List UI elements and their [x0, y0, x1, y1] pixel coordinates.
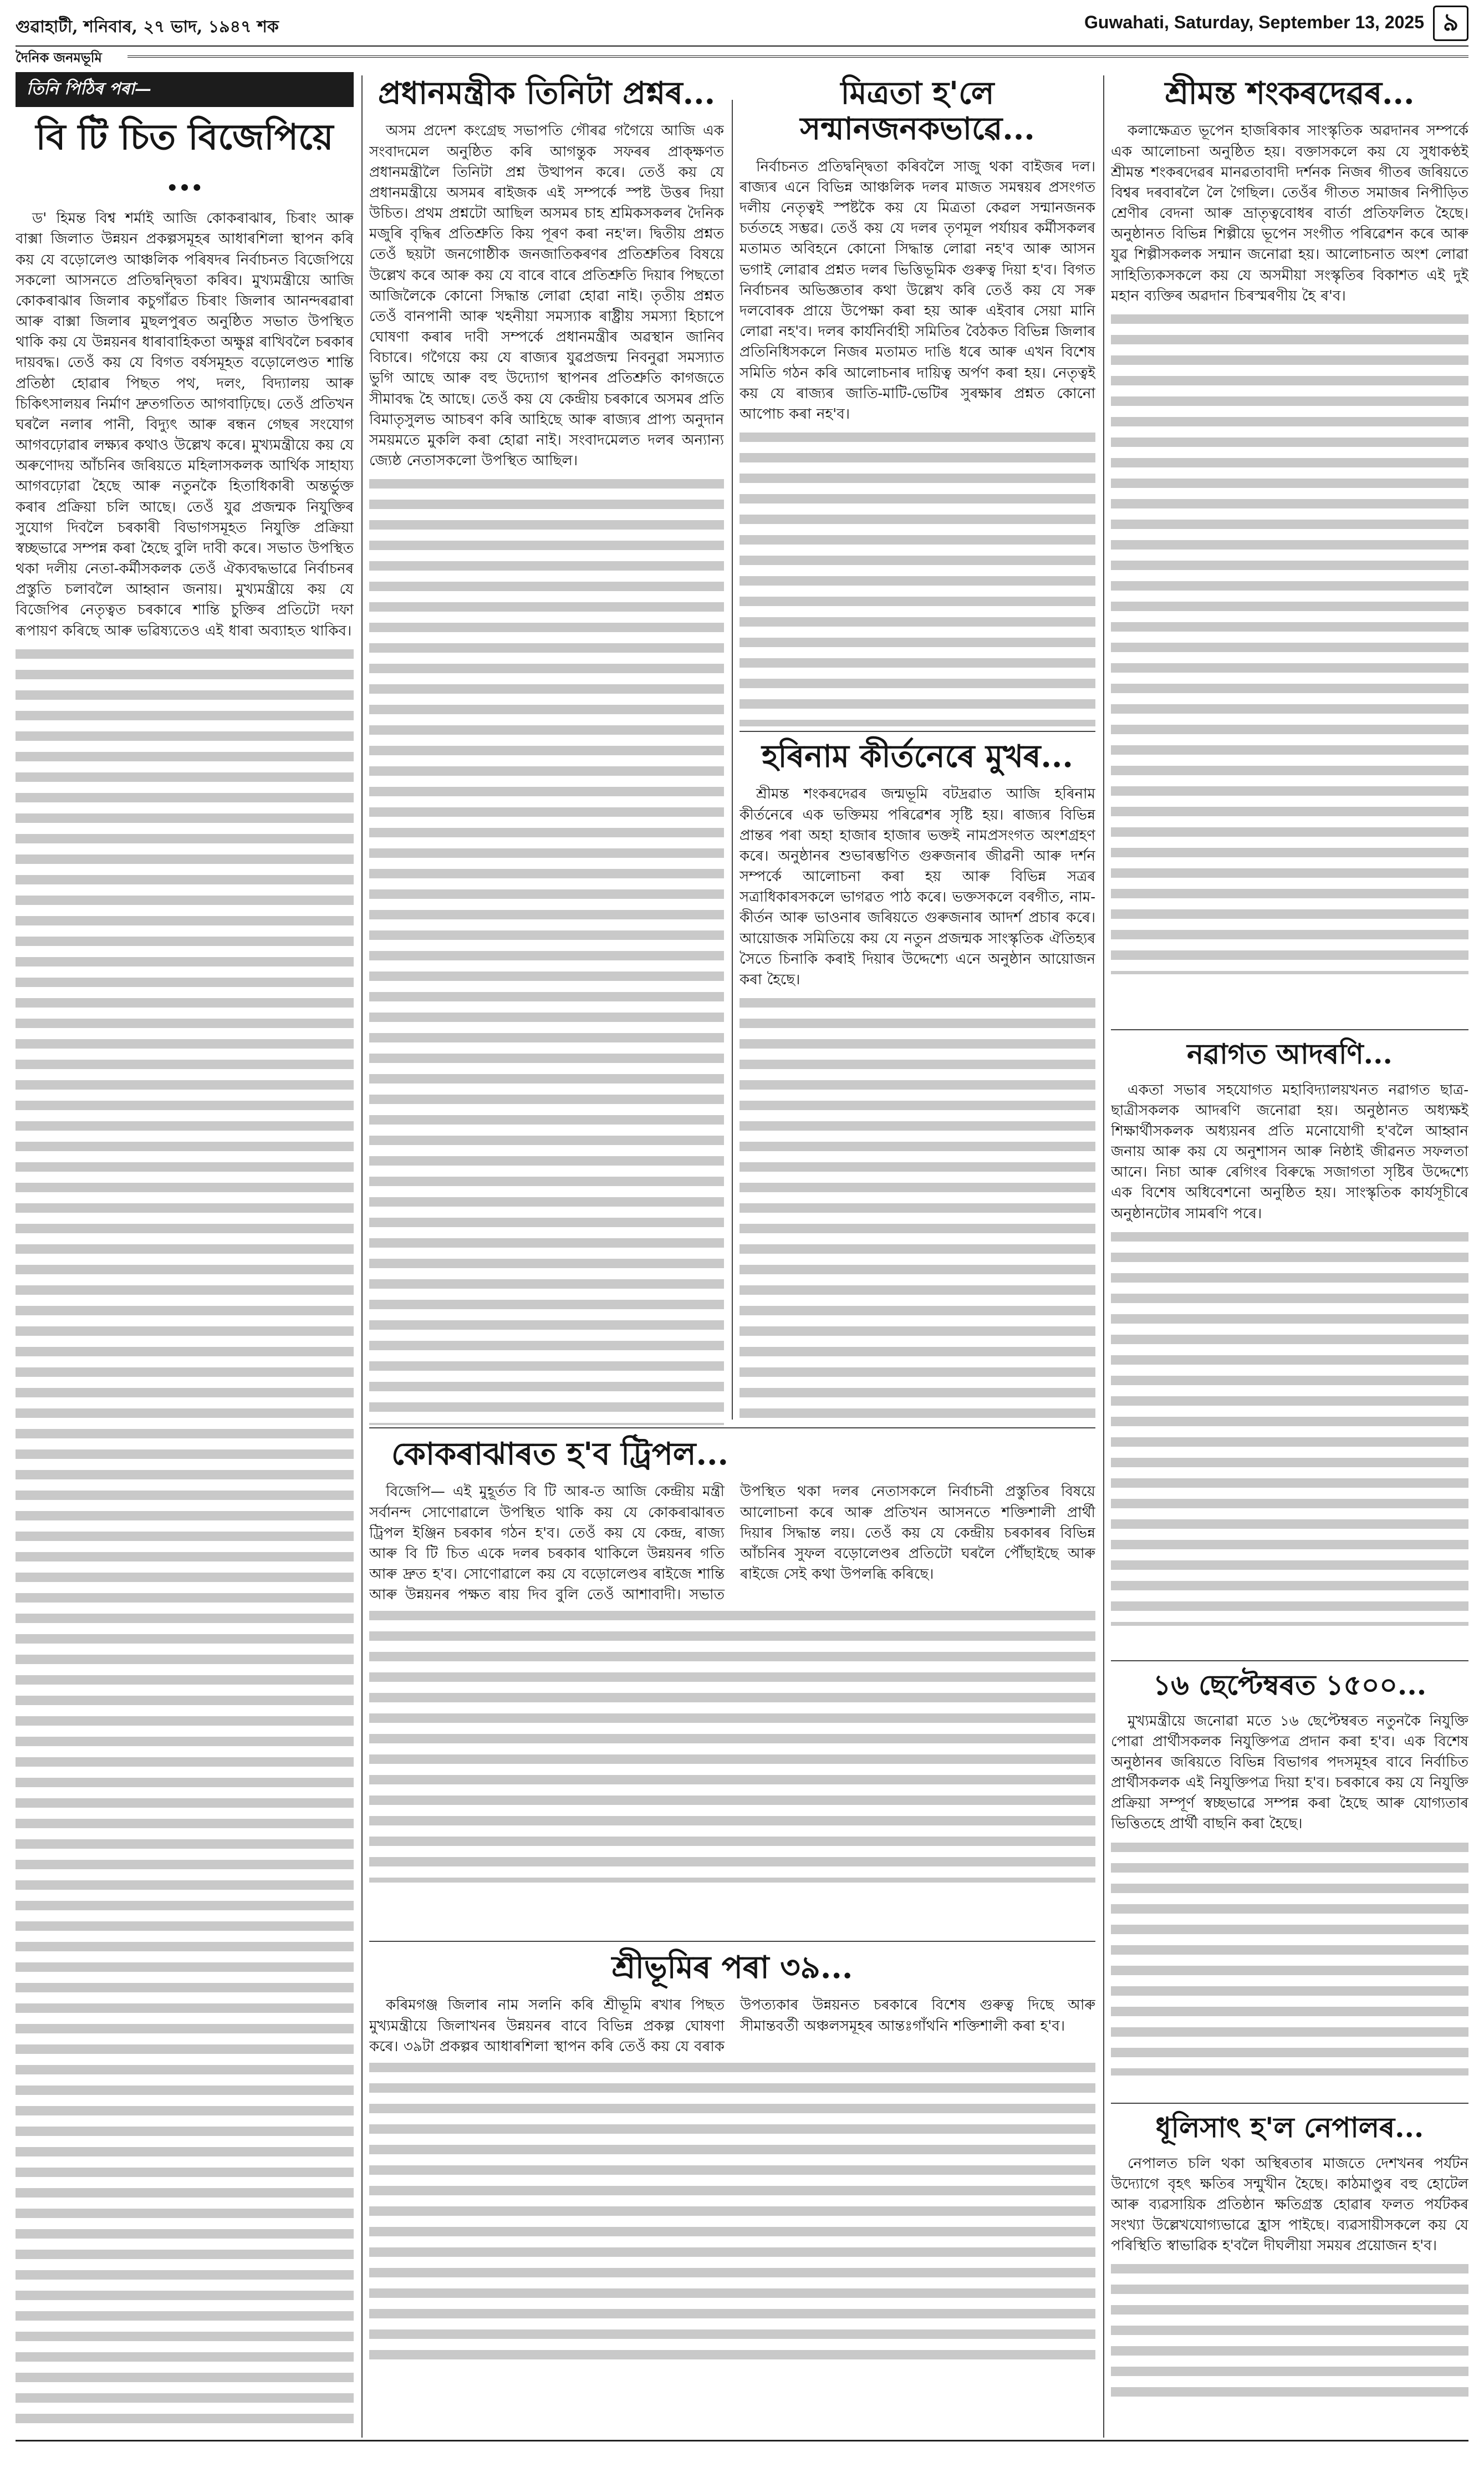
article-sankardev: [1111, 72, 1468, 1026]
article-paragraph: অসম প্ৰদেশ কংগ্ৰেছ সভাপতি গৌৰৱ গগৈয়ে আজি এক সংবাদমেল অনুষ্ঠিত কৰি আগন্তুক সফৰৰ প্ৰাক্ক্ষণত প্ৰধানমন্ত্ৰীলৈ তিনিটা প্ৰশ্ন উত্থাপন কৰে। তেওঁ কয় যে প্ৰধানমন্ত্ৰীয়ে অসমৰ ৰাইজক এই সম্পৰ্কে স্পষ্ট উত্তৰ দিয়া উচিত। প্ৰথম প্ৰশ্নটো আছিল অসমৰ চাহ শ্ৰমিকসকলৰ দৈনিক মজুৰি বৃদ্ধিৰ প্ৰতিশ্ৰুতি কিয় পূৰণ কৰা নহ'ল। দ্বিতীয় প্ৰশ্নত তেওঁ ছয়টা জনগোষ্ঠীক জনজাতিকৰণৰ প্ৰতিশ্ৰুতিৰ বিষয়ে উল্লেখ কৰে আৰু কয় যে বাৰে বাৰে প্ৰতিশ্ৰুতি দিয়াৰ পিছতো আজিলৈকে কোনো সিদ্ধান্ত লোৱা হোৱা নাই। তৃতীয় প্ৰশ্নত তেওঁ বানপানী আৰু খহনীয়া সমস্যাক ৰাষ্ট্ৰীয় সমস্যা হিচাপে ঘোষণা কৰাৰ দাবী সম্পৰ্কে প্ৰধানমন্ত্ৰীৰ অৱস্থান জানিব বিচাৰে। গগৈয়ে কয় যে ৰাজ্যৰ যুৱপ্ৰজন্ম নিবনুৱা সমস্যাত ভুগি আছে আৰু বহু উদ্যোগ স্থাপনৰ প্ৰতিশ্ৰুতি কাগজতে সীমাবদ্ধ হৈ আছে। তেওঁ কয় যে কেন্দ্ৰীয় চৰকাৰে অসমৰ প্ৰতি বিমাতৃসুলভ আচৰণ কৰি আহিছে আৰু ৰাজ্যৰ প্ৰাপ্য অনুদান সময়মতে মুকলি কৰা হোৱা নাই। সংবাদমেলত দলৰ অন্যান্য জ্যেষ্ঠ নেতাসকলো উপস্থিত আছিল।: [369, 123, 724, 470]
article-paragraph: কৰিমগঞ্জ জিলাৰ নাম সলনি কৰি শ্ৰীভূমি ৰখাৰ পিছত মুখ্যমন্ত্ৰীয়ে জিলাখনৰ উন্নয়নৰ বাবে বিভিন্ন প্ৰকল্প ঘোষণা কৰে। ৩৯টা প্ৰকল্পৰ আধাৰশিলা স্থাপন কৰি তেওঁ কয় যে বৰাক উপত্যকাৰ উন্নয়নত চৰকাৰে বিশেষ গুৰুত্ব দিছে আৰু সীমান্তবৰ্তী অঞ্চলসমূহৰ আন্তঃগাঁথনি শক্তিশালী কৰা হ'ব।: [369, 1997, 1095, 2055]
article-paragraph: ড' হিমন্ত বিশ্ব শৰ্মাই আজি কোকৰাঝাৰ, চিৰাং আৰু বাক্সা জিলাত উন্নয়ন প্ৰকল্পসমূহৰ আধাৰশিলা স্থাপন কৰি কয় যে বড়োলেণ্ড আঞ্চলিক পৰিষদৰ নিৰ্বাচনত বিজেপিয়ে সকলো আসনতে প্ৰতিদ্বন্দ্বিতা কৰিব। মুখ্যমন্ত্ৰীয়ে আজি কোকৰাঝাৰ জিলাৰ কচুগাঁৱত চিৰাং জিলাৰ আনন্দৰৱাৰা আৰু বাক্সা জিলাৰ মুছলপুৰত অনুষ্ঠিত সভাত উপস্থিত থাকি কয় যে উন্নয়নৰ ধাৰাবাহিকতা অক্ষুণ্ণ ৰাখিবলৈ চৰকাৰ দায়বদ্ধ। তেওঁ কয় যে বিগত বৰ্ষসমূহত বড়োলেণ্ডত শান্তি প্ৰতিষ্ঠা হোৱাৰ পিছত পথ, দলং, বিদ্যালয় আৰু চিকিৎসালয়ৰ নিৰ্মাণ দ্ৰুতগতিত আগবাঢ়িছে। তেওঁ প্ৰতিখন ঘৰলৈ নলাৰ পানী, বিদ্যুৎ আৰু ৰন্ধন গেছৰ সংযোগ আগবঢ়োৱাৰ লক্ষ্যৰ কথাও উল্লেখ কৰে। মুখ্যমন্ত্ৰীয়ে কয় যে অৰুণোদয় আঁচনিৰ জৰিয়তে মহিলাসকলক আৰ্থিক সাহায্য আগবঢ়োৱা হৈছে আৰু নতুনকৈ হিতাধিকাৰী অন্তৰ্ভুক্ত কৰাৰ প্ৰক্ৰিয়া চলি আছে। তেওঁ যুৱ প্ৰজন্মক নিযুক্তিৰ সুযোগ দিবলৈ চৰকাৰী বিভাগসমূহত নিযুক্তি প্ৰক্ৰিয়া স্বচ্ছভাৱে সম্পন্ন কৰা হৈছে বুলি দাবী কৰে। সভাত উপস্থিত থকা দলীয় নেতা-কৰ্মীসকলক তেওঁ ঐক্যবদ্ধভাৱে নিৰ্বাচনৰ প্ৰস্তুতি চলাবলৈ আহ্বান জনায়। মুখ্যমন্ত্ৰীয়ে কয় যে বিজেপিৰ নেতৃত্বত চৰকাৰে শান্তি চুক্তিৰ প্ৰতিটো দফা ৰূপায়ণ কৰিছে আৰু ভৱিষ্যতেও এই ধাৰা অব্যাহত থাকিব।: [16, 210, 354, 639]
article-text-continued: [369, 1605, 1095, 1883]
article-headline: মিত্ৰতা হ'লে সন্মানজনকভাৱে...: [800, 75, 1035, 147]
article-headline: শ্ৰীভূমিৰ পৰা ৩৯...: [611, 1949, 853, 1986]
article-pm-questions: [369, 72, 724, 1425]
section-divider: [740, 731, 1095, 732]
date-assamese: গুৱাহাটী, শনিবাৰ, ২৭ ভাদ, ১৯৪৭ শক: [16, 17, 279, 37]
article-paragraph: বিজেপি— এই মুহূৰ্তত বি টি আৰ-ত আজি কেন্দ্ৰীয় মন্ত্ৰী সৰ্বানন্দ সোণোৱালে উপস্থিত থাকি কয় যে কোকৰাঝাৰত ট্ৰিপল ইঞ্জিন চৰকাৰ গঠন হ'ব। তেওঁ কয় যে কেন্দ্ৰ, ৰাজ্য আৰু বি টি চিত একে দলৰ চৰকাৰ থাকিলে উন্নয়নৰ গতি আৰু দ্ৰুত হ'ব। সোণোৱালে কয় যে বড়োলেণ্ডৰ ৰাইজে শান্তি আৰু উন্নয়নৰ পক্ষত ৰায় দিব বুলি তেওঁ আশাবাদী। সভাত উপস্থিত থকা দলৰ নেতাসকলে নিৰ্বাচনী প্ৰস্তুতিৰ বিষয়ে আলোচনা কৰে আৰু প্ৰতিখন আসনতে শক্তিশালী প্ৰাৰ্থী দিয়াৰ সিদ্ধান্ত লয়। তেওঁ কয় যে কেন্দ্ৰীয় চৰকাৰৰ বিভিন্ন আঁচনিৰ সুফল বড়োলেণ্ডৰ প্ৰতিটো ঘৰলৈ পৌঁছাইছে আৰু ৰাইজে সেই কথা উপলব্ধি কৰিছে।: [369, 1483, 1095, 1604]
article-body: [369, 1995, 1095, 2057]
date-english: Guwahati, Saturday, September 13, 2025: [1084, 12, 1424, 32]
article-body: [740, 157, 1095, 425]
article-paragraph: মুখ্যমন্ত্ৰীয়ে জনোৱা মতে ১৬ ছেপ্টেম্বৰত নতুনকৈ নিযুক্তি পোৱা প্ৰাৰ্থীসকলক নিযুক্তিপত্ৰ প্ৰদান কৰা হ'ব। এক বিশেষ অনুষ্ঠানৰ জৰিয়তে বিভিন্ন বিভাগৰ পদসমূহৰ বাবে নিৰ্বাচিত প্ৰাৰ্থীসকলক এই নিযুক্তিপত্ৰ দিয়া হ'ব। চৰকাৰে কয় যে নিযুক্তি প্ৰক্ৰিয়া সম্পূৰ্ণ স্বচ্ছভাৱে সম্পন্ন কৰা হৈছে আৰু যোগ্যতাৰ ভিত্তিতহে প্ৰাৰ্থী বাছনি কৰা হৈছে।: [1111, 1712, 1468, 1833]
article-body: [1111, 1711, 1468, 1835]
article-body: [369, 1482, 1095, 1605]
section-divider: [369, 1941, 1095, 1942]
article-kokrajhar-triple: [369, 1433, 1095, 1937]
article-sribhumi: [369, 1946, 1095, 2434]
column-divider: [1103, 75, 1104, 2438]
section-divider: [369, 1427, 1095, 1428]
article-headline: কোকৰাঝাৰত হ'ব ট্ৰিপল...: [391, 1436, 728, 1472]
article-alliance: [740, 72, 1095, 726]
continued-kicker: তিনি পিঠিৰ পৰা—: [16, 72, 354, 107]
article-paragraph: নেপালত চলি থকা অস্থিৰতাৰ মাজতে দেশখনৰ পৰ্যটন উদ্যোগে বৃহৎ ক্ষতিৰ সন্মুখীন হৈছে। কাঠমাণ্ডুৰ বহু হোটেল আৰু ব্যৱসায়িক প্ৰতিষ্ঠান ক্ষতিগ্ৰস্ত হোৱাৰ ফলত পৰ্যটকৰ সংখ্যা উল্লেখযোগ্যভাৱে হ্ৰাস পাইছে। ব্যৱসায়ীসকলে কয় যে পৰিস্থিতি স্বাভাৱিক হ'বলৈ দীঘলীয়া সময়ৰ প্ৰয়োজন হ'ব।: [1111, 2155, 1468, 2255]
column-divider: [732, 100, 733, 1420]
article-body: [369, 121, 724, 471]
article-headline: শ্ৰীমন্ত শংকৰদেৱৰ...: [1165, 75, 1415, 111]
article-paragraph: শ্ৰীমন্ত শংকৰদেৱৰ জন্মভূমি বটদ্ৰৱাত আজি হৰিনাম কীৰ্তনেৰে এক ভক্তিময় পৰিৱেশৰ সৃষ্টি হয়। ৰাজ্যৰ বিভিন্ন প্ৰান্তৰ পৰা অহা হাজাৰ হাজাৰ ভক্তই নামপ্ৰসংগত অংশগ্ৰহণ কৰে। অনুষ্ঠানৰ শুভাৰম্ভণিত গুৰুজনাৰ জীৱনী আৰু দৰ্শন সম্পৰ্কে আলোচনা কৰা হয় আৰু বিভিন্ন সত্ৰৰ সত্ৰাধিকাৰসকলে ভাগৱত পাঠ কৰে। ভক্তসকলে বৰগীত, নাম-কীৰ্তন আৰু ভাওনাৰ জৰিয়তে গুৰুজনাৰ আদৰ্শ প্ৰচাৰ কৰে। আয়োজক সমিতিয়ে কয় যে নতুন প্ৰজন্মক সাংস্কৃতিক ঐতিহ্যৰ সৈতে চিনাকি কৰাই দিয়াৰ উদ্দেশ্যে এনে অনুষ্ঠান আয়োজন কৰা হৈছে।: [740, 786, 1095, 988]
article-text-continued: [740, 993, 1095, 1423]
article-body: [740, 784, 1095, 990]
article-text-continued: [1111, 2259, 1468, 2403]
article-headline: ১৬ ছেপ্টেম্বৰত ১৫০০...: [1152, 1669, 1427, 1701]
article-text-continued: [369, 2057, 1095, 2368]
article-text-continued: [1111, 309, 1468, 974]
article-text-continued: [1111, 1227, 1468, 1626]
article-freshers-welcome: [1111, 1035, 1468, 1656]
article-text-continued: [1111, 1837, 1468, 2076]
article-text-continued: [369, 474, 724, 1425]
article-headline: বি টি চিত বিজেপিয়ে ...: [35, 116, 334, 199]
footer-rule: [16, 2440, 1468, 2441]
section-divider: [1111, 1029, 1468, 1030]
newspaper-name: দৈনিক জনমভূমি: [16, 49, 102, 65]
article-appointments: [1111, 1666, 1468, 2098]
article-bt-council: [16, 72, 354, 2434]
article-headline: নৱাগত আদৰণি...: [1187, 1037, 1393, 1070]
article-body: [1111, 121, 1468, 307]
article-harinam: [740, 735, 1095, 1423]
article-body: [1111, 1080, 1468, 1224]
article-paragraph: নিৰ্বাচনত প্ৰতিদ্বন্দ্বিতা কৰিবলৈ সাজু থকা বাইজৰ দল। ৰাজ্যৰ এনে বিভিন্ন আঞ্চলিক দলৰ মাজত সমন্বয়ৰ প্ৰসংগত দলীয় নেতৃত্বই স্পষ্টকৈ কয় যে মিত্ৰতা কেৱল সন্মানজনক চৰ্ততহে সম্ভৱ। তেওঁ কয় যে দলৰ তৃণমূল পৰ্যায়ৰ কৰ্মীসকলৰ মতামত অবিহনে কোনো সিদ্ধান্ত লোৱা নহ'ব আৰু আসন ভগাই লোৱাৰ প্ৰশ্নত দলৰ ভিত্তিভূমিক গুৰুত্ব দিয়া হ'ব। বিগত নিৰ্বাচনৰ অভিজ্ঞতাৰ কথা উল্লেখ কৰি তেওঁ কয় যে সৰু দলবোৰক প্ৰায়ে উপেক্ষা কৰা হয় আৰু এইবাৰ সেয়া মানি লোৱা নহ'ব। দলৰ কাৰ্যনিৰ্বাহী সমিতিৰ বৈঠকত বিভিন্ন জিলাৰ প্ৰতিনিধিসকলে নিজৰ মতামত দাঙি ধৰে আৰু এখন বিশেষ সমিতি গঠন কৰি আলোচনাৰ দায়িত্ব অৰ্পণ কৰা হয়। নেতৃত্বই কয় যে ৰাজ্যৰ জাতি-মাটি-ভেটিৰ সুৰক্ষাৰ প্ৰশ্নত কোনো আপোচ কৰা নহ'ব।: [740, 158, 1095, 423]
article-paragraph: কলাক্ষেত্ৰত ভূপেন হাজৰিকাৰ সাংস্কৃতিক অৱদানৰ সম্পৰ্কে এক আলোচনা অনুষ্ঠিত হয়। বক্তাসকলে কয় যে সুধাকণ্ঠই শ্ৰীমন্ত শংকৰদেৱৰ মানৱতাবাদী দৰ্শনক নিজৰ গীতৰ জৰিয়তে বিশ্বৰ দৰবাৰলৈ লৈ গৈছিল। তেওঁৰ গীতত সমাজৰ নিপীড়িত শ্ৰেণীৰ বেদনা আৰু ভ্ৰাতৃত্ববোধৰ বাৰ্তা প্ৰতিফলিত হৈছে। অনুষ্ঠানত বিভিন্ন শিল্পীয়ে ভূপেন সংগীত পৰিৱেশন কৰে আৰু যুৱ শিল্পীসকলক সন্মান জনোৱা হয়। আলোচনাত অংশ লোৱা সাহিত্যিকসকলে কয় যে অসমীয়া সংস্কৃতিৰ বিকাশত এই দুই মহান ব্যক্তিৰ অৱদান চিৰস্মৰণীয় হৈ ৰ'ব।: [1111, 123, 1468, 304]
section-divider: [1111, 2103, 1468, 2104]
article-body: [16, 208, 354, 642]
masthead-rule: [16, 45, 1468, 47]
column-divider: [361, 75, 363, 2438]
masthead: [16, 8, 1468, 43]
article-body: [1111, 2154, 1468, 2257]
article-text-continued: [740, 427, 1095, 726]
article-headline: প্ৰধানমন্ত্ৰীক তিনিটা প্ৰশ্নৰ...: [378, 75, 716, 111]
page-number: ৯: [1433, 6, 1468, 41]
article-nepal: [1111, 2108, 1468, 2435]
article-paragraph: একতা সভাৰ সহযোগত মহাবিদ্যালয়খনত নৱাগত ছাত্ৰ-ছাত্ৰীসকলক আদৰণি জনোৱা হয়। অনুষ্ঠানত অধ্যক্ষই শিক্ষাৰ্থীসকলক অধ্যয়নৰ প্ৰতি মনোযোগী হ'বলৈ আহ্বান জনায় আৰু কয় যে অনুশাসন আৰু নিষ্ঠাই জীৱনত সফলতা আনে। নিচা আৰু ৰেগিংৰ বিৰুদ্ধে সজাগতা সৃষ্টিৰ উদ্দেশ্যে এক বিশেষ অধিবেশনো অনুষ্ঠিত হয়। সাংস্কৃতিক কাৰ্যসূচীৰে অনুষ্ঠানটোৰ সামৰণি পৰে।: [1111, 1081, 1468, 1222]
article-text-continued: [16, 644, 354, 2434]
section-divider: [1111, 1660, 1468, 1661]
article-headline: ধূলিসাৎ হ'ল নেপালৰ...: [1155, 2111, 1424, 2144]
brand-rule: [128, 55, 1468, 58]
article-headline: হৰিনাম কীৰ্তনেৰে মুখৰ...: [762, 738, 1073, 775]
